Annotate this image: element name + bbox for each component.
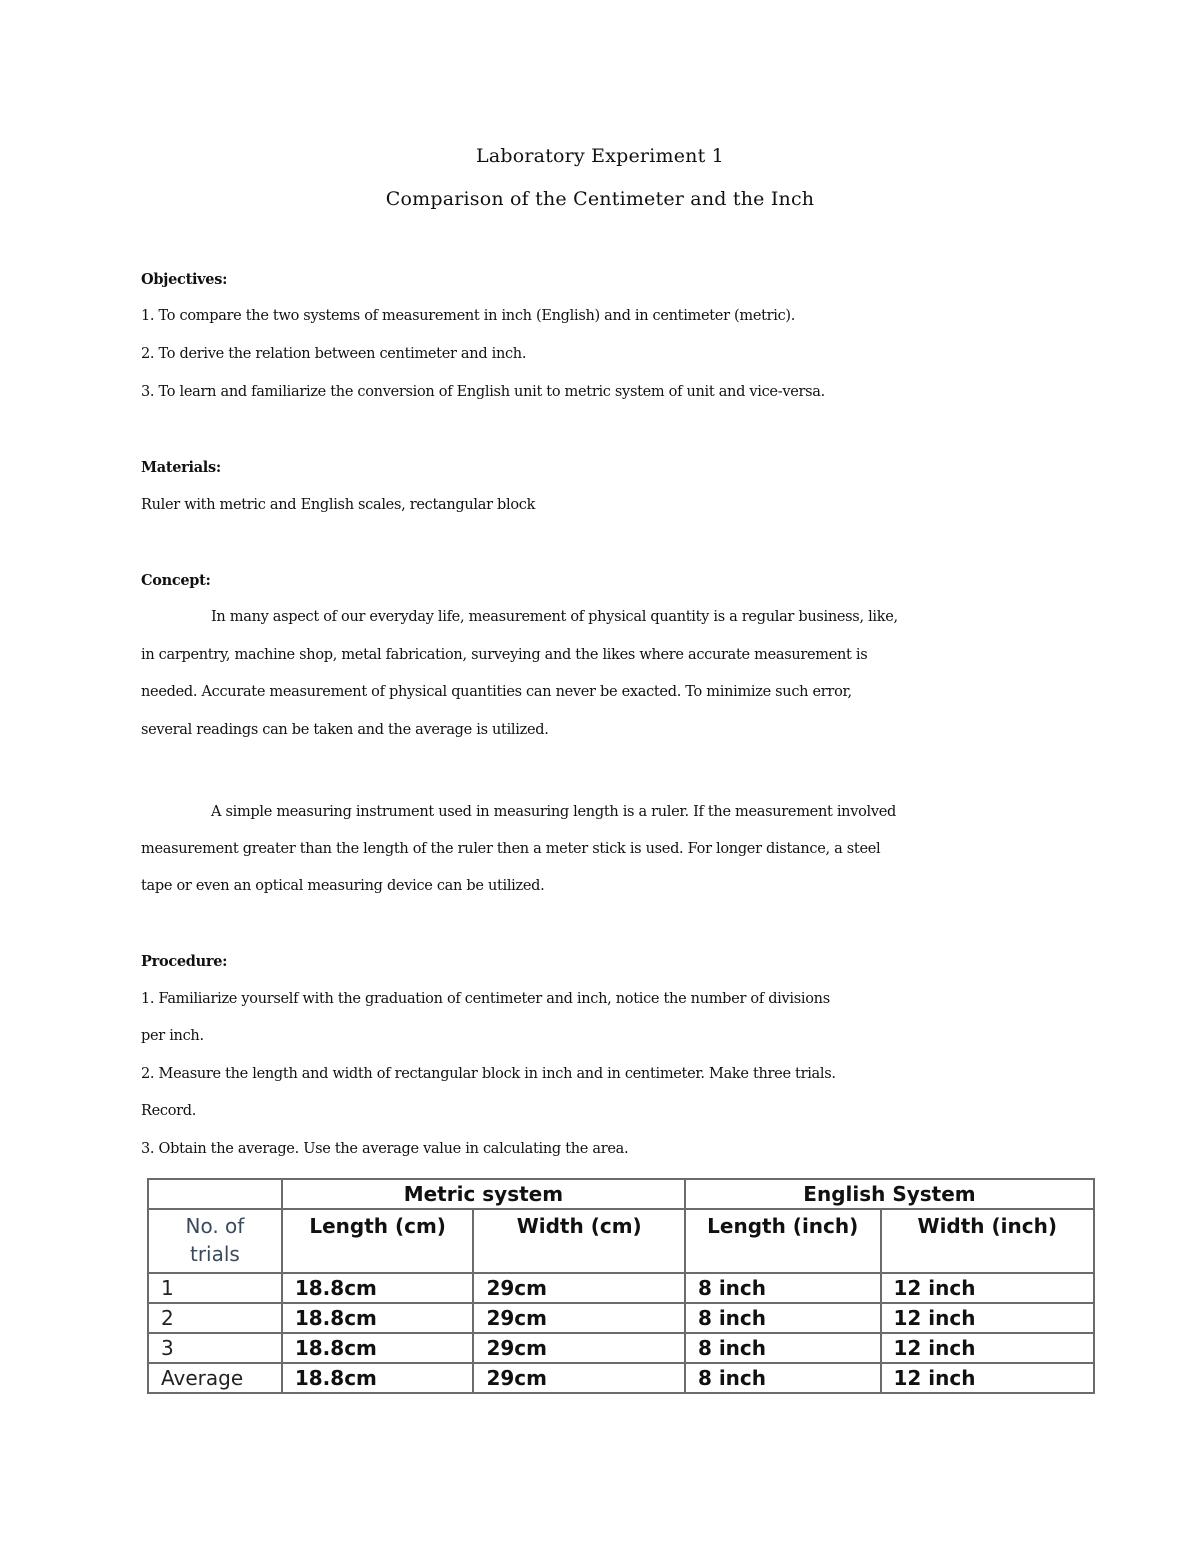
concept-paragraph-line: measurement greater than the length of the ruler then a meter stick is used. For longer distance, a steel xyxy=(141,841,881,857)
doc-subtitle: Comparison of the Centimeter and the Inch xyxy=(385,188,815,210)
column-header: Width (cm) xyxy=(473,1209,684,1273)
procedure-heading: Procedure: xyxy=(141,953,228,970)
concept-paragraph-line: needed. Accurate measurement of physical quantities can never be exacted. To minimize such error, xyxy=(141,684,852,700)
procedure-line: 2. Measure the length and width of rectangular block in inch and in centimeter. Make three trials. xyxy=(141,1066,836,1082)
objectives-heading: Objectives: xyxy=(141,271,228,288)
table-cell: 18.8cm xyxy=(282,1303,474,1333)
table-row xyxy=(148,1333,1094,1363)
procedure-line: per inch. xyxy=(141,1028,204,1044)
measurement-table xyxy=(147,1178,1095,1394)
trial-cell: Average xyxy=(148,1363,282,1393)
table-cell: 29cm xyxy=(473,1363,684,1393)
table-cell: 8 inch xyxy=(685,1363,881,1393)
materials-heading: Materials: xyxy=(141,459,221,476)
materials-text: Ruler with metric and English scales, rectangular block xyxy=(141,497,536,513)
doc-title: Laboratory Experiment 1 xyxy=(476,145,724,167)
concept-paragraph-line: tape or even an optical measuring device can be utilized. xyxy=(141,878,545,894)
trials-header xyxy=(148,1209,282,1273)
table-cell: 18.8cm xyxy=(282,1363,474,1393)
table-cell: 18.8cm xyxy=(282,1273,474,1303)
column-header: Width (inch) xyxy=(881,1209,1095,1273)
objective-item: 1. To compare the two systems of measurement in inch (English) and in centimeter (metric). xyxy=(141,308,796,324)
column-header: Length (cm) xyxy=(282,1209,474,1273)
table-row xyxy=(148,1363,1094,1393)
table-cell: 12 inch xyxy=(881,1363,1095,1393)
trials-header-line: trials xyxy=(189,1242,240,1266)
concept-paragraph-line: several readings can be taken and the average is utilized. xyxy=(141,722,549,738)
objective-item: 3. To learn and familiarize the conversion of English unit to metric system of unit and vice-versa. xyxy=(141,384,825,400)
column-header: Length (inch) xyxy=(685,1209,881,1273)
concept-heading: Concept: xyxy=(141,572,211,589)
procedure-line: 3. Obtain the average. Use the average value in calculating the area. xyxy=(141,1141,629,1157)
metric-group-header: Metric system xyxy=(282,1179,685,1209)
table-cell: 29cm xyxy=(473,1303,684,1333)
empty-corner-cell xyxy=(148,1179,282,1209)
table-cell: 8 inch xyxy=(685,1333,881,1363)
english-group-header: English System xyxy=(685,1179,1094,1209)
table-row xyxy=(148,1303,1094,1333)
table-cell: 18.8cm xyxy=(282,1333,474,1363)
trial-cell: 3 xyxy=(148,1333,282,1363)
table-cell: 12 inch xyxy=(881,1333,1095,1363)
trials-header-line: No. of xyxy=(185,1214,245,1238)
table-cell: 29cm xyxy=(473,1333,684,1363)
table-group-header-row xyxy=(148,1179,1094,1209)
table-cell: 12 inch xyxy=(881,1273,1095,1303)
concept-paragraph-line: In many aspect of our everyday life, measurement of physical quantity is a regular business, like, xyxy=(211,609,898,625)
table-cell: 29cm xyxy=(473,1273,684,1303)
procedure-line: Record. xyxy=(141,1103,197,1119)
table-cell: 8 inch xyxy=(685,1273,881,1303)
trial-cell: 2 xyxy=(148,1303,282,1333)
table-column-header-row xyxy=(148,1209,1094,1273)
table-cell: 8 inch xyxy=(685,1303,881,1333)
trial-cell: 1 xyxy=(148,1273,282,1303)
objective-item: 2. To derive the relation between centimeter and inch. xyxy=(141,346,527,362)
procedure-line: 1. Familiarize yourself with the graduation of centimeter and inch, notice the number of divisions xyxy=(141,991,830,1007)
concept-paragraph-line: A simple measuring instrument used in measuring length is a ruler. If the measurement involved xyxy=(211,804,897,820)
table-cell: 12 inch xyxy=(881,1303,1095,1333)
table-row xyxy=(148,1273,1094,1303)
concept-paragraph-line: in carpentry, machine shop, metal fabrication, surveying and the likes where accurate measurement is xyxy=(141,647,868,663)
